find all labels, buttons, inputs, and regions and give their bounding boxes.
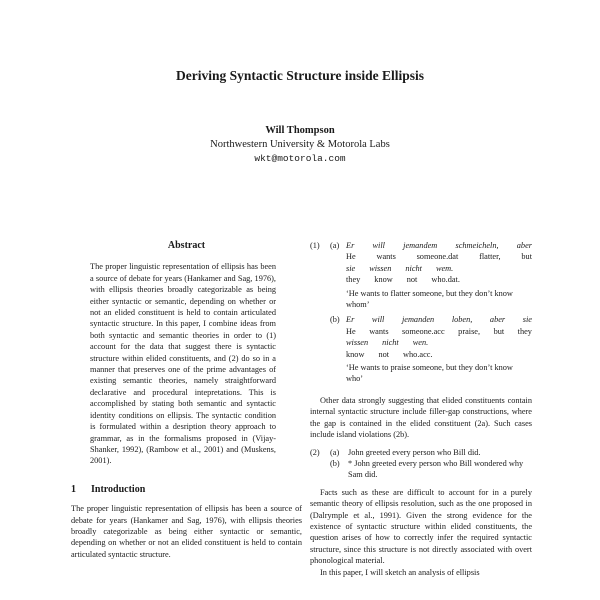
section-heading <box>71 484 302 495</box>
example-2b-text: * John greeted every person who Bill wondered why Sam did. <box>348 458 524 480</box>
author-block <box>0 124 600 166</box>
word: aber <box>516 241 532 250</box>
word: nicht <box>405 263 422 273</box>
word: Er <box>346 241 355 250</box>
gloss: He <box>346 326 356 336</box>
gloss: they <box>346 275 361 285</box>
word: schmeicheln, <box>455 241 499 250</box>
example-1b-label: (b) <box>330 315 340 325</box>
gloss: not <box>378 349 390 359</box>
author-name: Will Thompson <box>265 125 335 136</box>
word: wissen <box>346 338 369 348</box>
gloss: but <box>493 326 505 336</box>
example-2b <box>330 458 532 481</box>
gloss: not <box>406 275 418 285</box>
example-2-number: (2) <box>310 447 320 457</box>
example-2a <box>330 447 532 458</box>
author-affiliation: Northwestern University & Motorola Labs <box>210 139 390 150</box>
abstract-text: The proper linguistic representation of ellipsis has been a source of debate for years (Hankamer and Sag, 1976), with ellipsis theories broadly categorizable as being either syntactic or semantic, depending on whether or not an elided constituent is held to contain articulated syntactic structure. In this paper, I combine ideas from both syntactic and semantic theories in order to (1) account for the data that suggest there is syntactic structure within elided constituents, and (2) do so in a manner that preserves one of the prime advantages of existing semantic theories, namely straightforward declarative and procedural intepretations. This is accomplished by stating both semantic and syntactic identity conditions on ellipsis. The syntactic condition is formulated within a desription theory approach to grammar, as in the formalisms proposed in (Vijay-Shanker, 1992), (Rambow et al., 2001) and (Muskens, 2001). <box>90 262 276 466</box>
word: wem. <box>435 263 454 273</box>
example-1b-translation: ‘He wants to praise someone, but they don’t know who’ <box>346 363 513 384</box>
gloss: flatter, <box>479 252 501 262</box>
word: wen. <box>412 338 429 348</box>
abstract-body <box>71 261 302 466</box>
example-1a-gloss1 <box>346 251 532 262</box>
gloss: know <box>346 349 365 359</box>
gloss: someone.acc <box>402 326 445 336</box>
gloss: wants <box>369 326 389 336</box>
section-number: 1 <box>71 483 76 495</box>
example-1 <box>310 240 532 385</box>
left-column <box>71 240 302 560</box>
example-2b-label: (b) <box>330 458 340 468</box>
gloss: praise, <box>458 326 481 336</box>
example-1b-gloss1 <box>346 326 532 337</box>
example-2 <box>310 447 532 481</box>
intro-paragraph: The proper linguistic representation of ellipsis has been a source of debate for years (Hankamer and Sag, 1976), with ellipsis theories broadly categorizable as being either syntactic or semantic, depending on whether or not an elided constituent is held to contain articulated syntactic structure. <box>71 504 302 559</box>
example-1a-line2 <box>346 263 532 274</box>
right-column <box>310 240 532 578</box>
word: jemanden <box>401 315 435 325</box>
example-1a-translation: ‘He wants to flatter someone, but they don’t know whom’ <box>346 288 513 310</box>
word: aber <box>489 315 506 325</box>
example-1-number: (1) <box>310 241 320 250</box>
word: will <box>371 315 385 325</box>
example-1a <box>310 240 532 310</box>
example-1a-gloss2 <box>346 274 532 285</box>
section-title: Introduction <box>91 483 146 495</box>
paragraph-sketch: In this paper, I will sketch an analysis of ellipsis <box>320 567 480 577</box>
example-1a-label: (a) <box>330 241 340 250</box>
example-2a-text: John greeted every person who Bill did. <box>348 447 481 457</box>
example-1b <box>310 314 532 384</box>
example-1b-line2 <box>346 337 532 348</box>
example-1b-gloss2 <box>346 349 532 360</box>
paper-title: Deriving Syntactic Structure inside Ellipsis <box>175 68 424 83</box>
gloss: who.dat. <box>431 275 460 285</box>
word: jemandem <box>403 241 438 250</box>
example-2a-label: (a) <box>330 447 340 457</box>
gloss: wants <box>376 252 396 262</box>
gloss: they <box>517 326 532 336</box>
word: sie <box>346 263 356 273</box>
word: loben, <box>451 315 473 325</box>
word: wissen <box>369 263 392 273</box>
gloss: who.acc. <box>403 349 433 359</box>
word: will <box>372 241 385 250</box>
gloss: but <box>521 252 532 262</box>
gloss: He <box>346 252 356 262</box>
example-1a-line1 <box>346 240 532 251</box>
paragraph-filler-gap: Other data strongly suggesting that elided constituents contain internal syntactic structure include filler-gap constructions, where the gap is contained in the elided constituent (2a). Such cases include island violations (2b). <box>310 395 532 440</box>
word: nicht <box>382 338 399 348</box>
abstract-heading: Abstract <box>167 240 206 251</box>
word: Er <box>346 315 355 325</box>
gloss: know <box>374 275 393 285</box>
example-1b-line1 <box>346 314 532 325</box>
paragraph-facts: Facts such as these are difficult to account for in a purely semantic theory of ellipsis resolution, such as the one proposed in (Dalrymple et al., 1991). Given the strong evidence for the existence of syntactic structure within elided constituents, the question arises of how to correctly infer the required syntactic structure, since this structure is not directly associated with overt phonological material. <box>310 487 532 566</box>
author-email: wkt@motorola.com <box>254 153 346 164</box>
word: sie <box>522 315 532 325</box>
gloss: someone.dat <box>416 252 459 262</box>
